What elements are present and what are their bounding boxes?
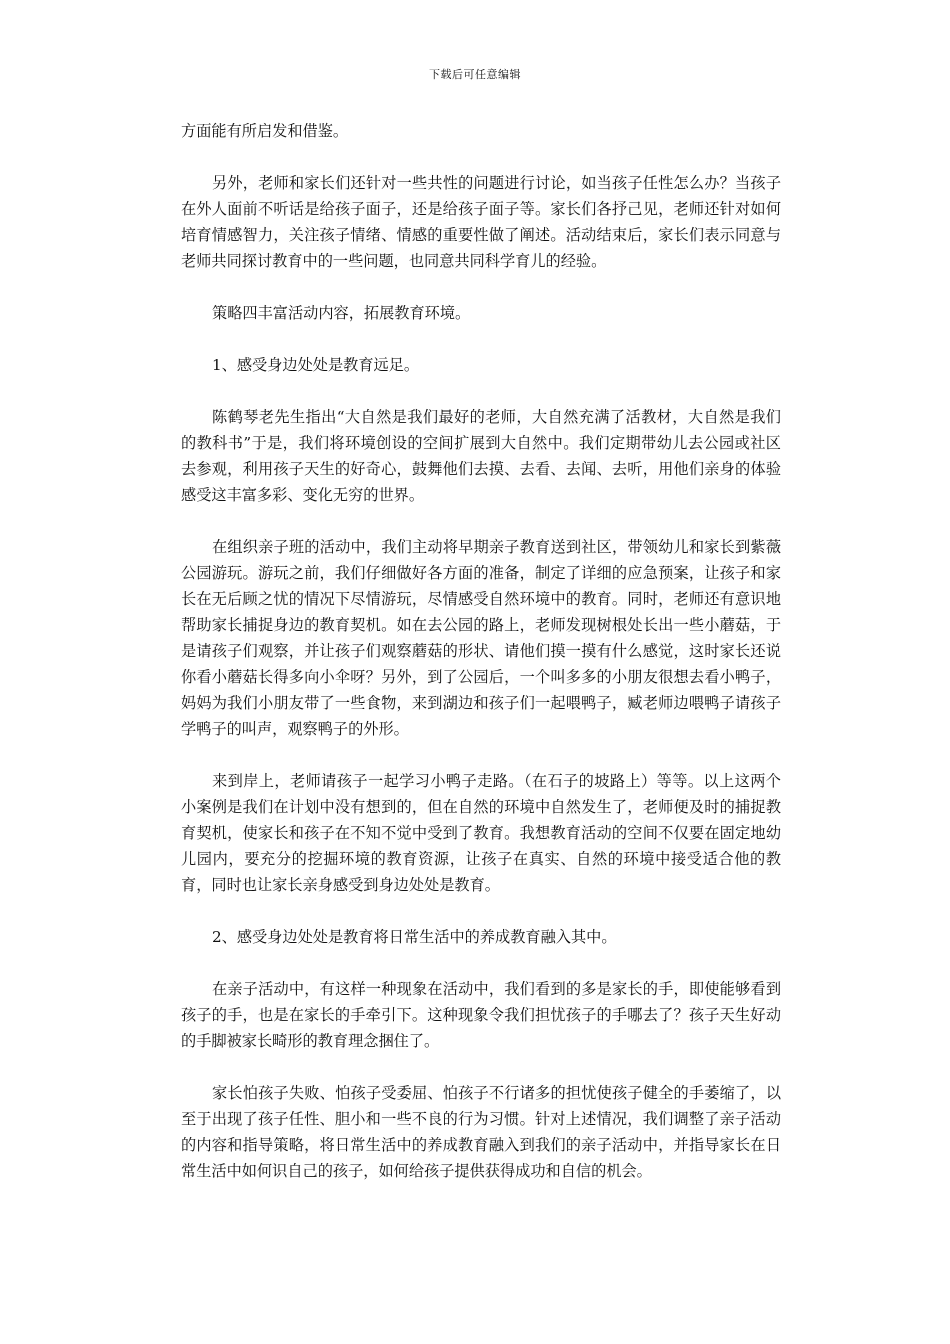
strategy-heading: 策略四丰富活动内容，拓展教育环境。 — [212, 304, 471, 322]
paragraph-spacer — [181, 950, 781, 976]
paragraph-spacer — [181, 274, 781, 300]
paragraph-spacer — [181, 326, 781, 352]
paragraph-spacer — [181, 898, 781, 924]
paragraph-duck-walk: 来到岸上，老师请孩子一起学习小鸭子走路。（在石子的坡路上）等等。以上这两个小案例是我们在计划中没有想到的，但在自然的环境中自然发生了，老师便及时的捕捉教育契机，使家长和孩子在不知不觉中受到了教育。我想教育活动的空间不仅要在固定地幼儿园内，要充分的挖掘环境的教育资源，让孩子在真实、自然的环境中接受适合他的教育，同时也让家长亲身感受到身边处处是教育。 — [181, 772, 781, 894]
paragraph-park-activity: 在组织亲子班的活动中，我们主动将早期亲子教育送到社区，带领幼儿和家长到紫薇公园游玩。游玩之前，我们仔细做好各方面的准备，制定了详细的应急预案，让孩子和家长在无后顾之忧的情况下尽情游玩，尽情感受自然环境中的教育。同时，老师还有意识地帮助家长捕捉身边的教育契机。如在去公园的路上，老师发现树根处长出一些小蘑菇，于是请孩子们观察，并让孩子们观察蘑菇的形状、请他们摸一摸有什么感觉，这时家长还说你看小蘑菇长得多向小伞呀？另外，到了公园后，一个叫多多的小朋友很想去看小鸭子，妈妈为我们小朋友带了一些食物，来到湖边和孩子们一起喂鸭子，臧老师边喂鸭子请孩子学鸭子的叫声，观察鸭子的外形。 — [181, 538, 781, 738]
section-heading-2: 2、感受身边处处是教育将日常生活中的养成教育融入其中。 — [212, 928, 617, 946]
paragraph-parent-worries: 家长怕孩子失败、怕孩子受委屈、怕孩子不行诸多的担忧使孩子健全的手萎缩了，以至于出现了孩子任性、胆小和一些不良的行为习惯。针对上述情况，我们调整了亲子活动的内容和指导策略，将日常生活中的养成教育融入到我们的亲子活动中，并指导家长在日常生活中如何识自己的孩子，如何给孩子提供获得成功和自信的机会。 — [181, 1084, 781, 1180]
paragraph-spacer — [181, 144, 781, 170]
paragraph-spacer — [181, 1054, 781, 1080]
paragraph-continuation: 方面能有所启发和借鉴。 — [181, 122, 349, 140]
paragraph-hands: 在亲子活动中，有这样一种现象在活动中，我们看到的多是家长的手，即使能够看到孩子的手，也是在家长的手牵引下。这种现象令我们担忧孩子的手哪去了？孩子天生好动的手脚被家长畸形的教育理念捆住了。 — [181, 980, 781, 1050]
paragraph-discussion: 另外，老师和家长们还针对一些共性的问题进行讨论，如当孩子任性怎么办？当孩子在外人面前不听话是给孩子面子，还是给孩子面子等。家长们各抒己见，老师还针对如何培育情感智力，关注孩子情绪、情感的重要性做了阐述。活动结束后，家长们表示同意与老师共同探讨教育中的一些问题，也同意共同科学育儿的经验。 — [181, 174, 781, 270]
section-heading-1: 1、感受身边处处是教育远足。 — [212, 356, 420, 374]
paragraph-nature: 陈鹤琴老先生指出“大自然是我们最好的老师，大自然充满了活教材，大自然是我们的教科书”于是，我们将环境创设的空间扩展到大自然中。我们定期带幼儿去公园或社区去参观，利用孩子天生的好奇心，鼓舞他们去摸、去看、去闻、去听，用他们亲身的体验感受这丰富多彩、变化无穷的世界。 — [181, 408, 781, 504]
page-header: 下载后可任意编辑 — [429, 68, 521, 81]
paragraph-spacer — [181, 742, 781, 768]
document-body — [181, 118, 781, 1184]
paragraph-spacer — [181, 378, 781, 404]
paragraph-spacer — [181, 508, 781, 534]
